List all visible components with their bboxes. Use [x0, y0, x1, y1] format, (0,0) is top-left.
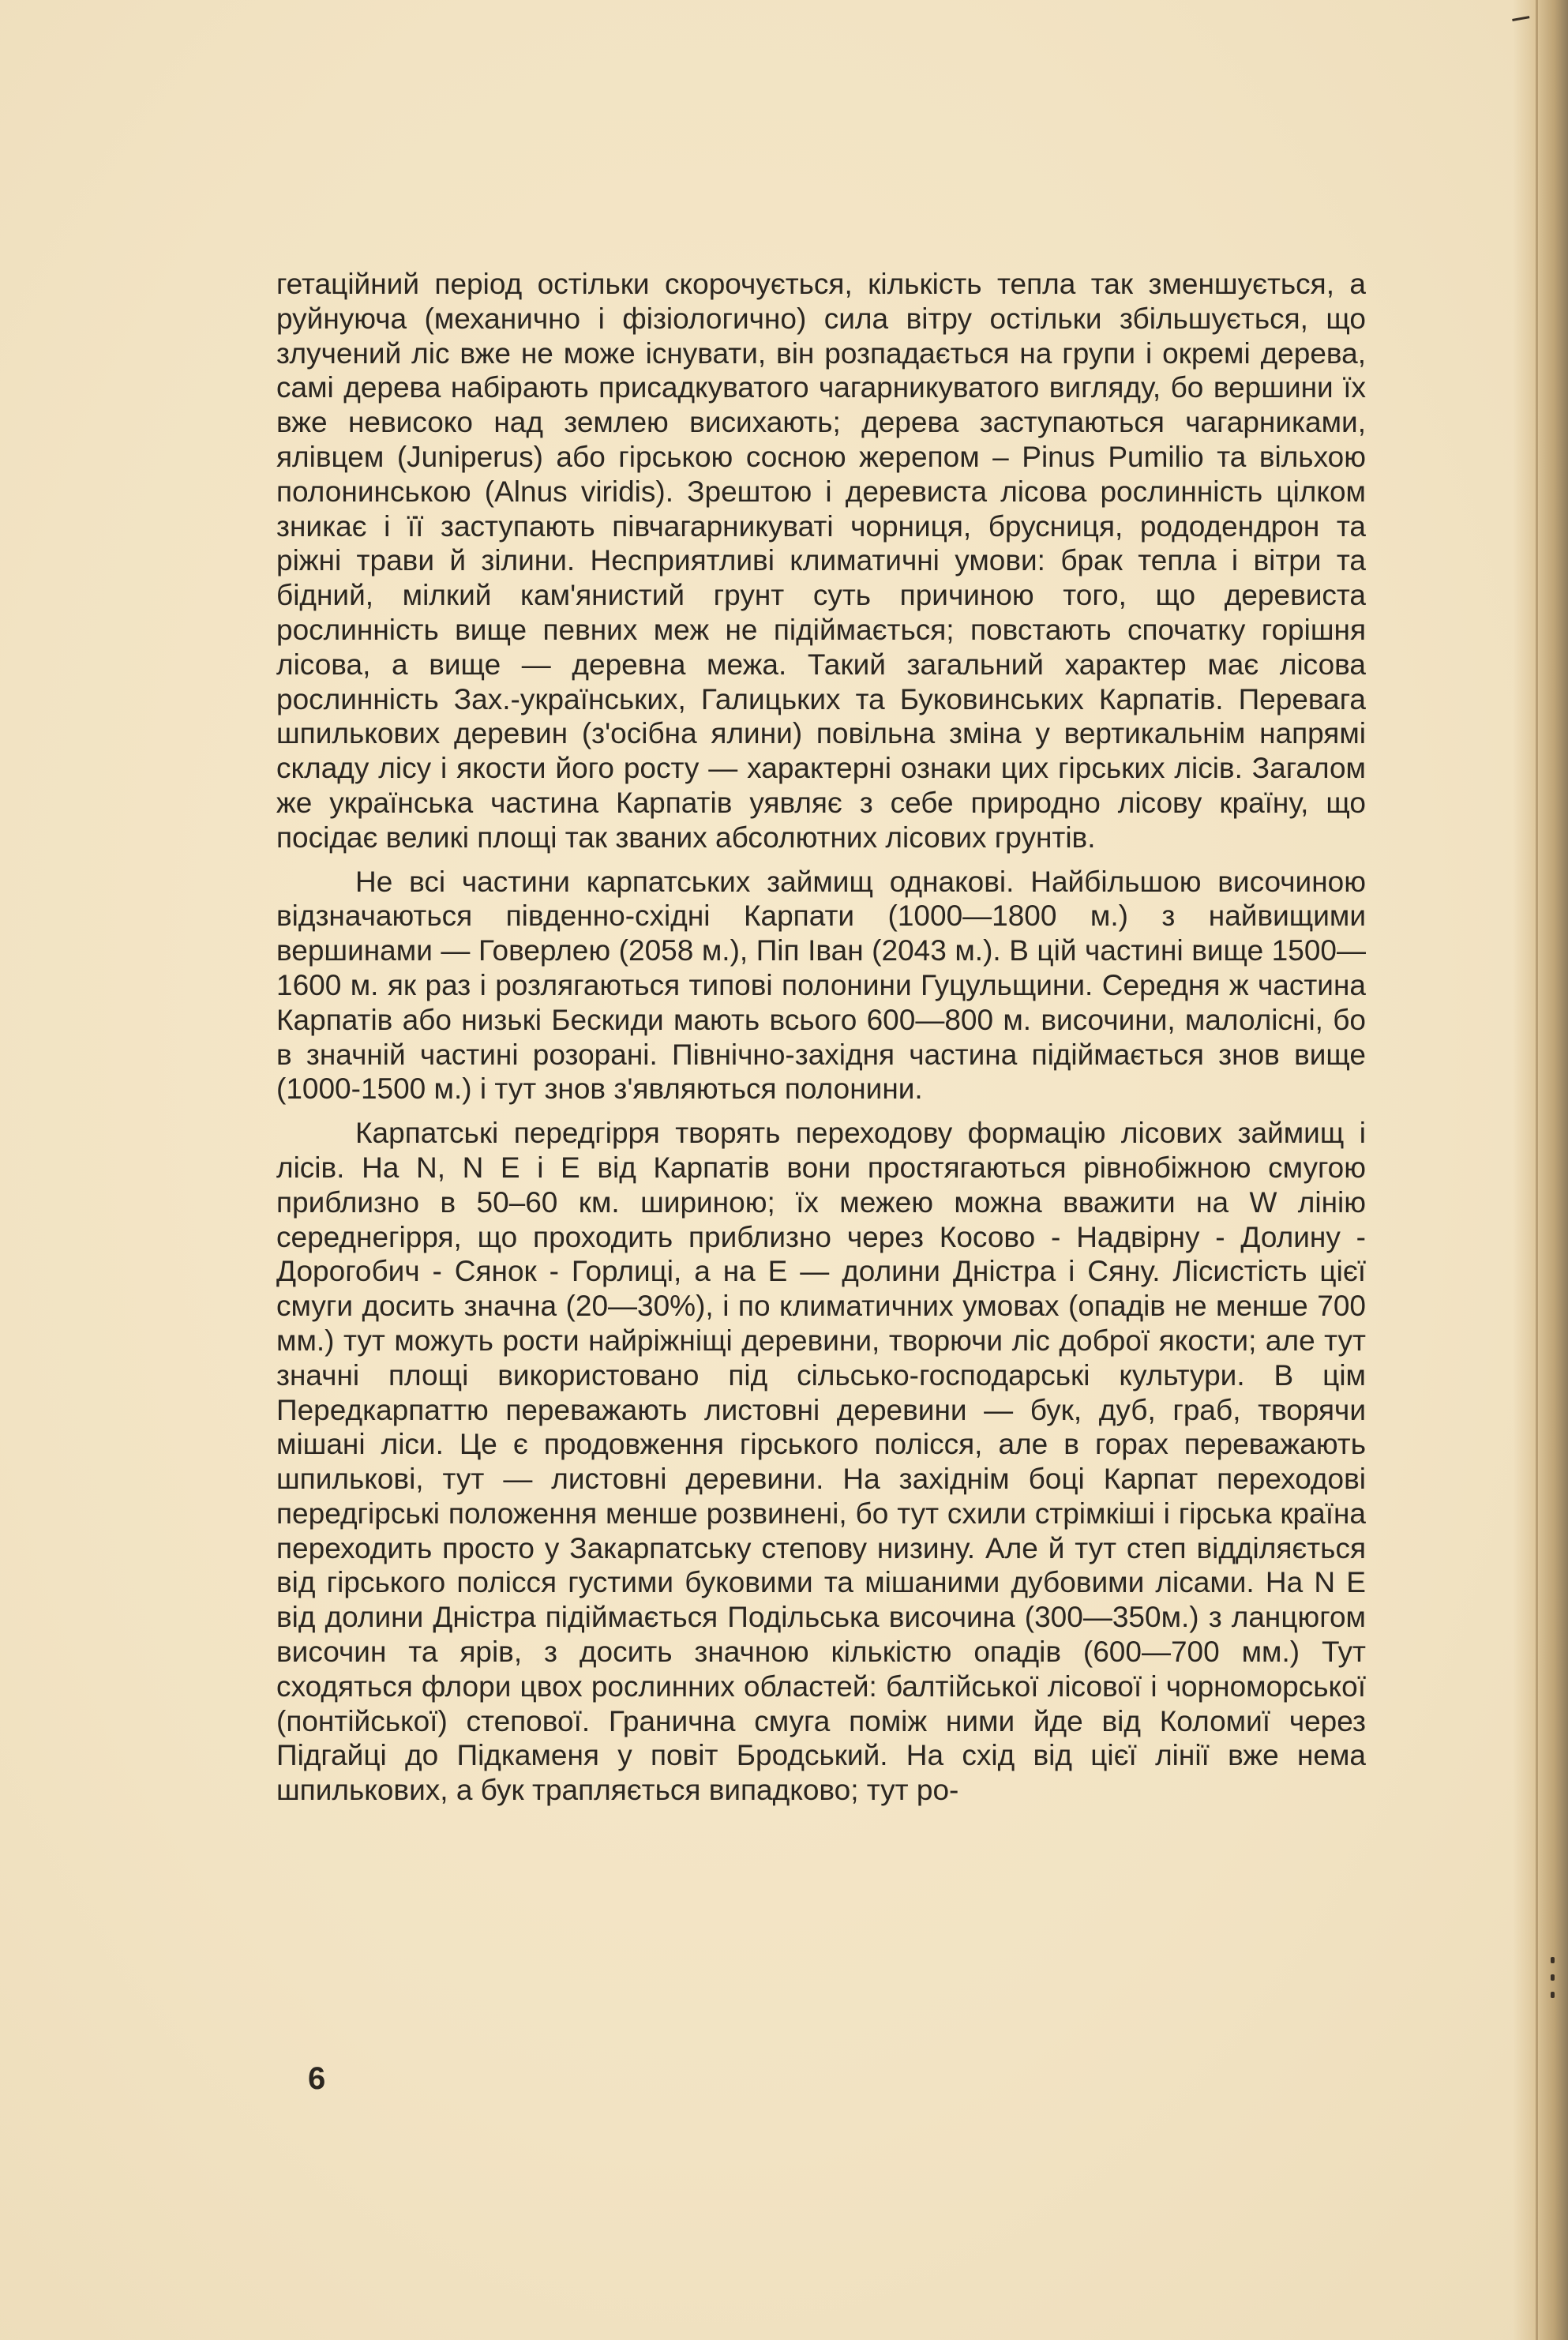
- body-text: [276, 267, 1366, 1808]
- page-edge-line: [1536, 0, 1538, 2340]
- paragraph: гетаційний період остільки скорочується, кількість тепла так зменшується, а руйнуюча (механично і фізіологично) сила вітру остільки збільшується, що злучений ліс вже не може існувати, він розпадається на групи і окремі дерева, самі дерева набірають присадкуватого чагарникуватого вигляду, бо вершини їх вже невисоко над землею висихають; дерева заступаються чагарниками, ялівцем (Juniperus) або гірською сосною жерепом – Pinus Pumilio та вільхою полонинською (Alnus viridis). Зрештою і деревиста лісова рослинність цілком зникає і її заступають півчагарникуваті чорниця, брусниця, рододендрон та ріжні трави й зілини. Несприятливі климатичні умови: брак тепла і вітри та бідний, мілкий кам'янистий грунт суть причиною того, що деревиста рослинність вище певних меж не підіймається; повстають спочатку горішня лісова, а вище — деревна межа. Такий загальний характер має лісова рослинність Зах.-українських, Галицьких та Буковинських Карпатів. Перевага шпилькових деревин (з'осібна ялини) повільна зміна у вертикальнім напрямі складу лісу і якости його росту — характерні ознаки цих гірських лісів. Загалом же українська частина Карпатів уявляє з себе природно лісову країну, що посідає великі площі так званих абсолютних лісових грунтів.: [276, 268, 1366, 854]
- margin-mark: [1551, 1957, 1555, 1963]
- margin-mark: [1551, 1974, 1555, 1981]
- page-edge-shadow: [1513, 0, 1568, 2340]
- paragraph: Не всі частини карпатських займищ однакові. Найбільшою височиною відзначаються південно-східні Карпати (1000—1800 м.) з найвищими вершинами — Говерлею (2058 м.), Піп Іван (2043 м.). В цій частині вище 1500—1600 м. як раз і розлягаються типові полонини Гуцульщини. Середня ж частина Карпатів або низькі Бескиди мають всього 600—800 м. височини, малолісні, бо в значній частині розорані. Північно-західня частина підіймається знов вище (1000-1500 м.) і тут знов з'являються полонини.: [276, 865, 1366, 1106]
- margin-marks: [1551, 1957, 1555, 2020]
- paragraph: Карпатські передгірря творять переходову формацію лісових займищ і лісів. На N, N E і E від Карпатів вони простягаються рівнобіжною смугою приблизно в 50–60 км. шириною; їх межею можна вважити на W лінію середнегірря, що проходить приблизно через Косово - Надвірну - Долину - Дорогобич - Сянок - Горлиці, а на E — долини Дністра і Сяну. Лісистість цієї смуги досить значна (20—30%), і по климатичних умовах (опадів не менше 700 мм.) тут можуть рости найріжніщі деревини, творючи ліс доброї якости; але тут значні площі використовано під сільсько-господарські культури. В цім Передкарпаттю переважають листовні деревини — бук, дуб, граб, творячи мішані ліси. Це є продовження гірського полісся, але в горах переважають шпилькові, тут — листовні деревини. На західнім боці Карпат переходові передгірські положення менше розвинені, бо тут схили стрімкіші і гірська країна переходить просто у Закарпатську степову низину. Але й тут степ відділяється від гірського полісся густими буковими та мішаними дубовими лісами. На N E від долини Дністра підіймається Подільська височина (300—350м.) з ланцюгом височин та ярів, з досить значною кількістю опадів (600—700 мм.) Тут сходяться флори цвох рослинних областей: балтійської лісової і чорноморської (понтійської) степової. Гранична смуга поміж ними йде від Коломиї через Підгайці до Підкаменя у повіт Бродський. На схід від цієї лінії вже нема шпилькових, а бук трапляється випадково; тут ро-: [276, 1117, 1366, 1807]
- page-number: 6: [308, 2061, 326, 2096]
- margin-mark: [1551, 1992, 1555, 1998]
